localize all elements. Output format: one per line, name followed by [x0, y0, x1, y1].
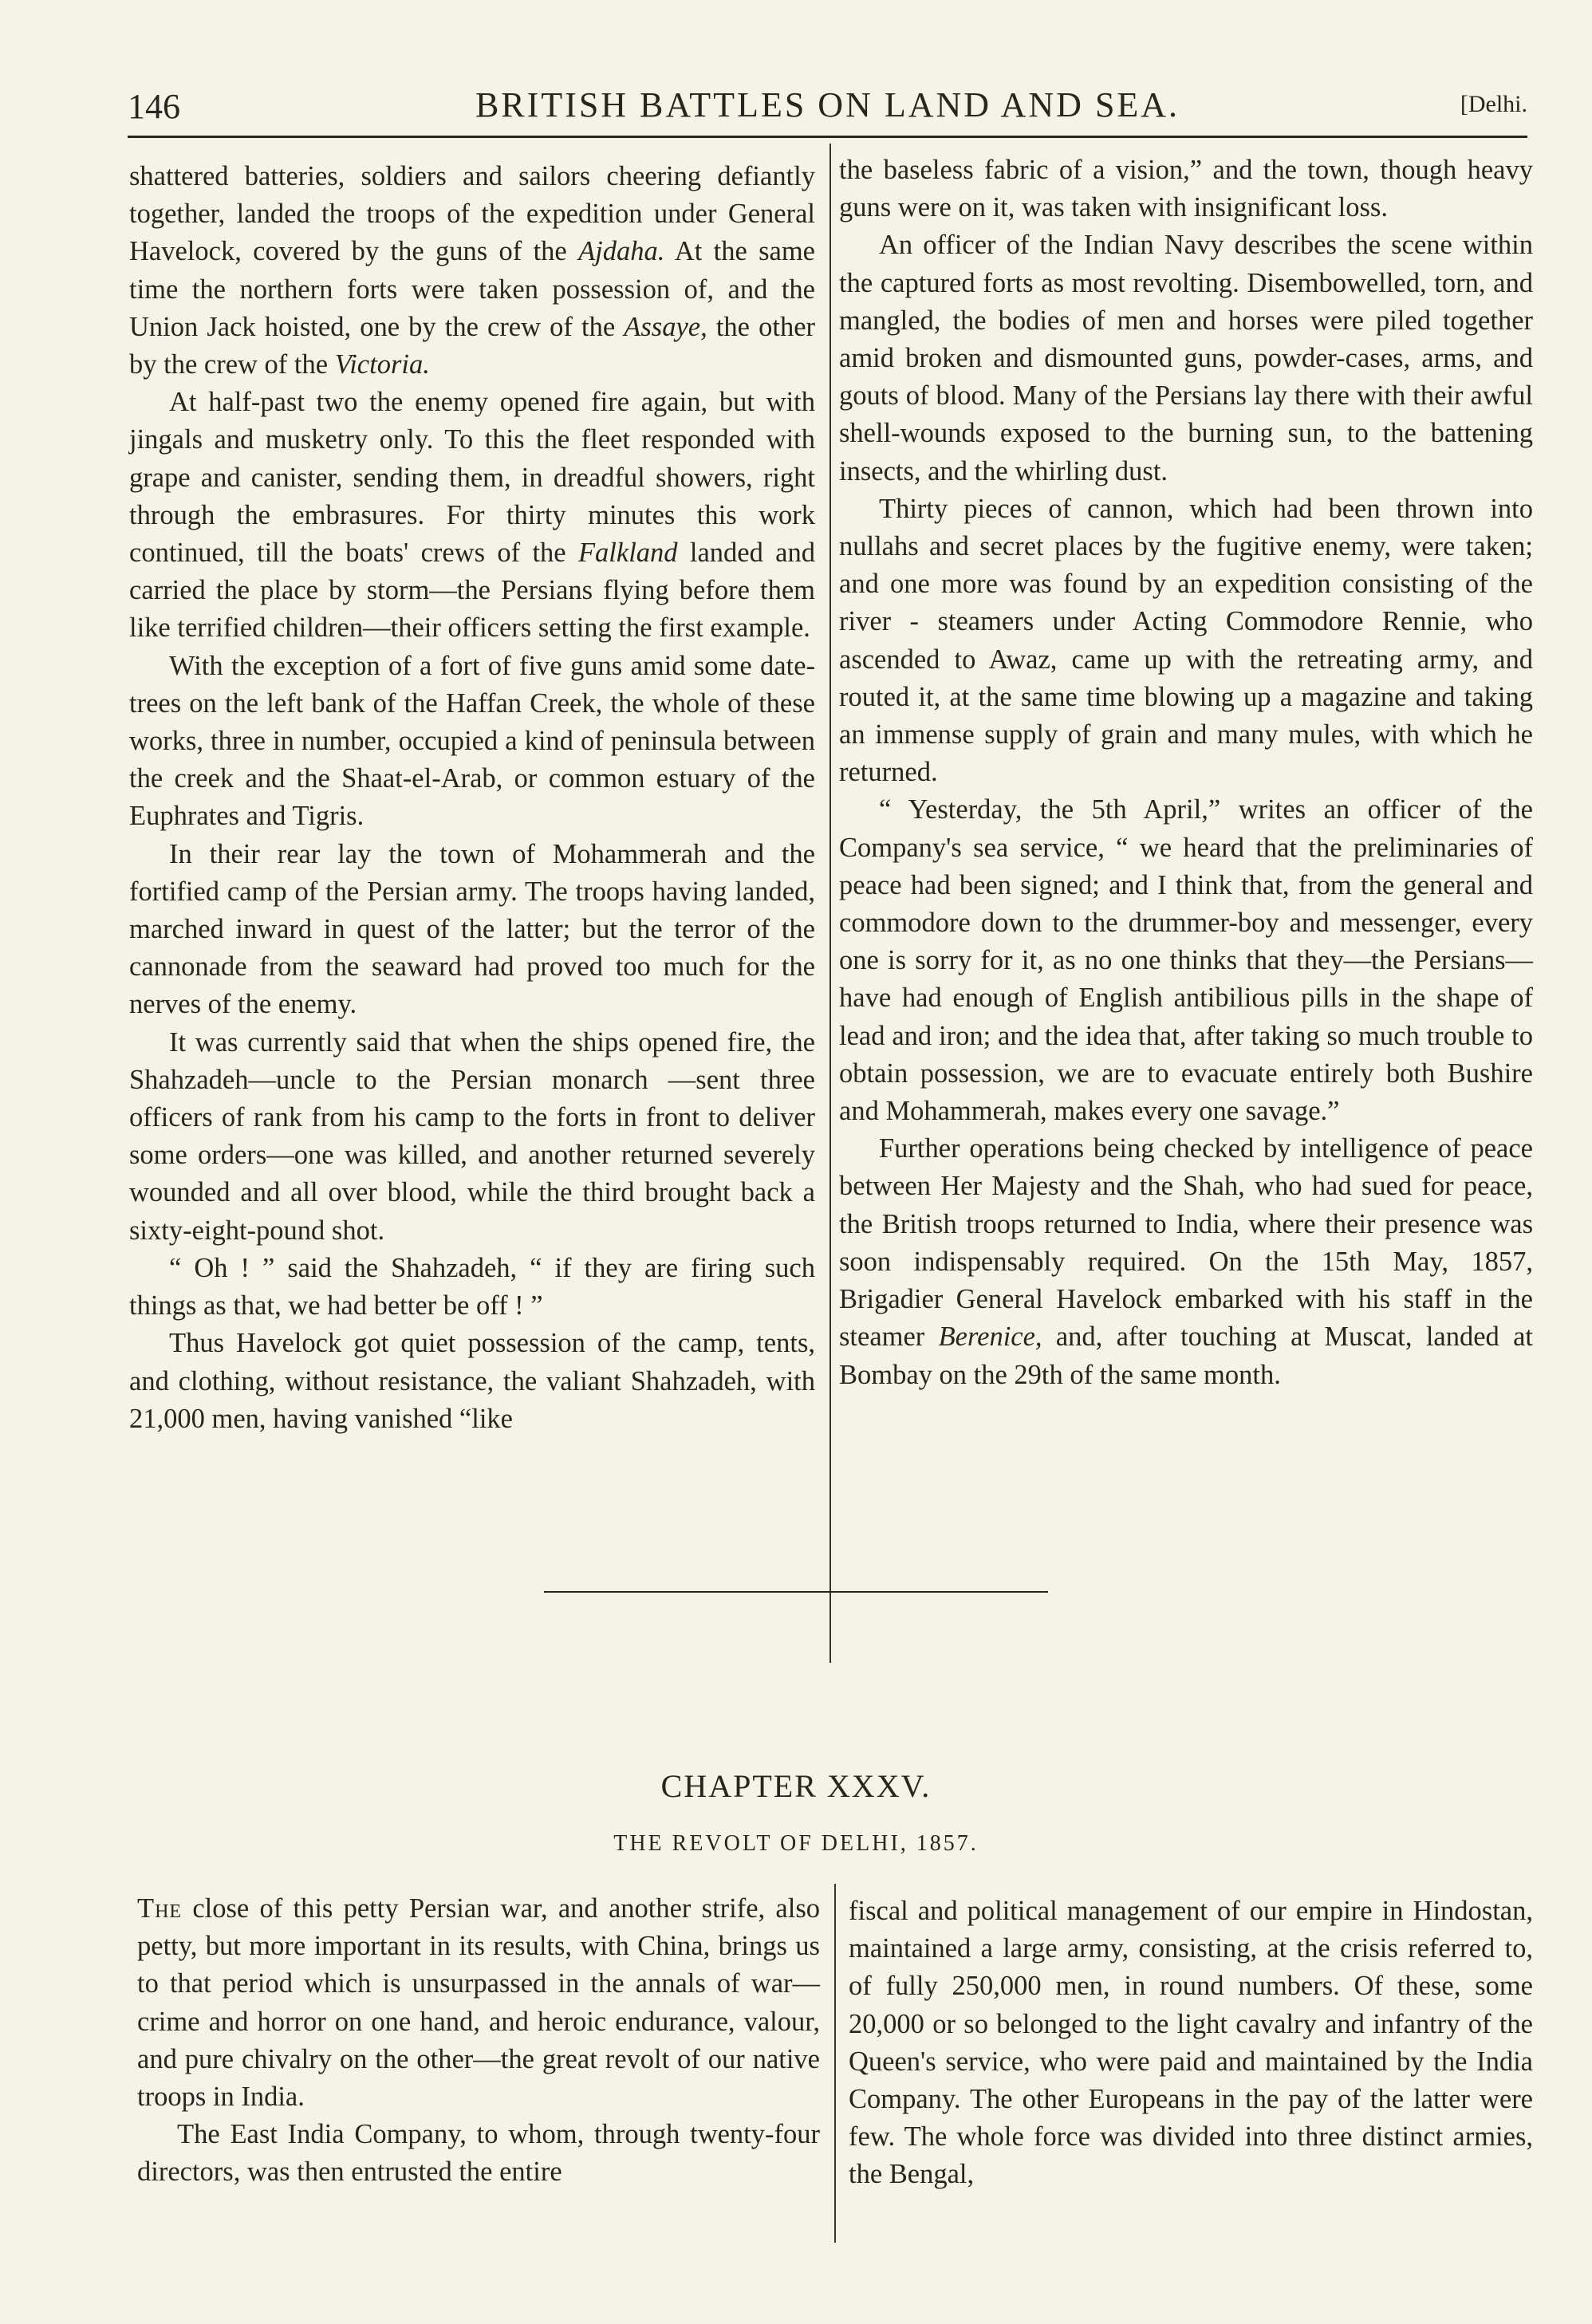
ship-name: Berenice, — [938, 1322, 1042, 1353]
column-divider — [834, 1884, 836, 2243]
paragraph: With the exception of a fort of five guns amid some date-trees on the left bank of the Haffan Creek, the whole of these works, three in number, occupied a kind of peninsula between the creek and the Shaat-el-Arab, or common estuary of the Euphrates and Tigris. — [129, 650, 815, 832]
ship-name: Assaye, — [624, 311, 707, 342]
paragraph: “ Oh ! ” said the Shahzadeh, “ if they are firing such things as that, we had better be off ! ” — [129, 1252, 815, 1322]
header-rule — [128, 136, 1527, 138]
paragraph: The East India Company, to whom, through twenty-four directors, was then entrusted the entire — [137, 2119, 820, 2188]
paragraph — [839, 1130, 1533, 1393]
section-label: [Delhi. — [1460, 91, 1527, 117]
text: close of this petty Persian war, and another strife, also petty, but more important in its results, with China, brings us to that period which is unsurpassed in the annals of war—crime and horror on one hand, and heroic endurance, valour, and pure chivalry on the other—the great revolt of our native troops in India. — [137, 1893, 820, 2113]
paragraph — [129, 384, 815, 647]
paragraph: In their rear lay the town of Mohammerah and the fortified camp of the Persian army. The troops having landed, marched inward in quest of the latter; but the terror of the cannonade from the seaward had proved too much for the nerves of the enemy. — [129, 838, 815, 1020]
chapter-heading: CHAPTER XXXV. — [660, 1768, 932, 1804]
ship-name: Falkland — [577, 538, 678, 569]
column-divider — [829, 144, 831, 1663]
text: At half-past two the enemy opened fire again, but with jingals and musketry only. To this the fleet responded with grape and canister, sending them, in dreadful showers, right through the embrasures. For thirty minutes this work continued, till the boats' crews of the — [129, 387, 815, 569]
paragraph: “ Yesterday, the 5th April,” writes an officer of the Company's sea service, “ we heard that the preliminaries of peace had been signed; and I think that, from the general and commodore down to the drummer-boy and messenger, every one is sorry for it, as no one thinks that they—the Persians—have had enough of English antibilious pills in the shape of lead and iron; and the idea that, after taking so much trouble to obtain possession, we are to evacuate entirely both Bushire and Mohammerah, makes every one savage.” — [839, 794, 1533, 1127]
paragraph — [129, 158, 815, 384]
chapter-subtitle: THE REVOLT OF DELHI, 1857. — [613, 1831, 979, 1856]
text: the other by the crew of the — [129, 311, 815, 380]
paragraph: An officer of the Indian Navy describes the scene within the captured forts as most revolting. Disembowelled, torn, and mangled, the bodies of men and horses were piled together amid broken and dismounted guns, powder-cases, arms, and gouts of blood. Many of the Persians lay there with their awful shell-wounds exposed to the burning sun, to the battening insects, and the whirling dust. — [839, 230, 1533, 486]
column-right-top — [839, 152, 1533, 1394]
paragraph: Thus Havelock got quiet possession of the camp, tents, and clothing, without resistance, the valiant Shahzadeh, with 21,000 men, having vanished “like — [129, 1328, 815, 1434]
text: landed and carried the place by storm—the Persians flying before them like terrified children—their officers setting the first example. — [129, 538, 815, 644]
column-left-bottom — [137, 1890, 820, 2192]
ship-name: Ajdaha. — [578, 236, 665, 267]
page-number: 146 — [128, 87, 180, 126]
column-left-top — [129, 158, 815, 1438]
column-right-bottom — [849, 1893, 1533, 2194]
paragraph: Thirty pieces of cannon, which had been thrown into nullahs and secret places by the fugitive enemy, were taken; and one more was found by an expedition consisting of the river - steamers under Acting Commodore Rennie, who ascended to Awaz, came up with the retreating army, and routed it, at the same time blowing up a magazine and taking an immense supply of grain and many mules, with which he returned. — [839, 493, 1533, 788]
running-title: BRITISH BATTLES ON LAND AND SEA. — [475, 85, 1180, 124]
paragraph: fiscal and political management of our empire in Hindostan, maintained a large army, consisting, at the crisis referred to, of fully 250,000 men, in round numbers. Of these, some 20,000 or so belonged to the light cavalry and infantry of the Queen's service, who were paid and maintained by the India Company. The other Europeans in the pay of the latter were few. The whole force was divided into three distinct armies, the Bengal, — [849, 1896, 1533, 2190]
lead-word: The — [137, 1893, 183, 1924]
paragraph — [137, 1890, 820, 2116]
text: shattered batteries, soldiers and sailors cheering defiantly together, landed the troops of the expedition under General Havelock, covered by the guns of the — [129, 161, 815, 267]
chapter-separator-rule — [544, 1591, 1048, 1593]
text: Further operations being checked by intelligence of peace between Her Majesty and the Shah, who had sued for peace, the British troops returned to India, where their presence was soon indispensably required. On the 15th May, 1857, Brigadier General Havelock embarked with his staff in the steamer — [839, 1133, 1533, 1353]
text: and, after touching at Muscat, landed at Bombay on the 29th of the same month. — [839, 1322, 1533, 1390]
paragraph: It was currently said that when the ships opened fire, the Shahzadeh—uncle to the Persian monarch —sent three officers of rank from his camp to the forts in front to deliver some orders—one was killed, and another returned severely wounded and all over blood, while the third brought back a sixty-eight-pound shot. — [129, 1026, 815, 1246]
running-header — [128, 80, 1527, 136]
paragraph: the baseless fabric of a vision,” and the town, though heavy guns were on it, was taken with insignificant loss. — [839, 155, 1533, 223]
text: At the same time the northern forts were taken possession of, and the Union Jack hoisted, one by the crew of the — [129, 236, 815, 342]
ship-name: Victoria. — [334, 349, 430, 380]
